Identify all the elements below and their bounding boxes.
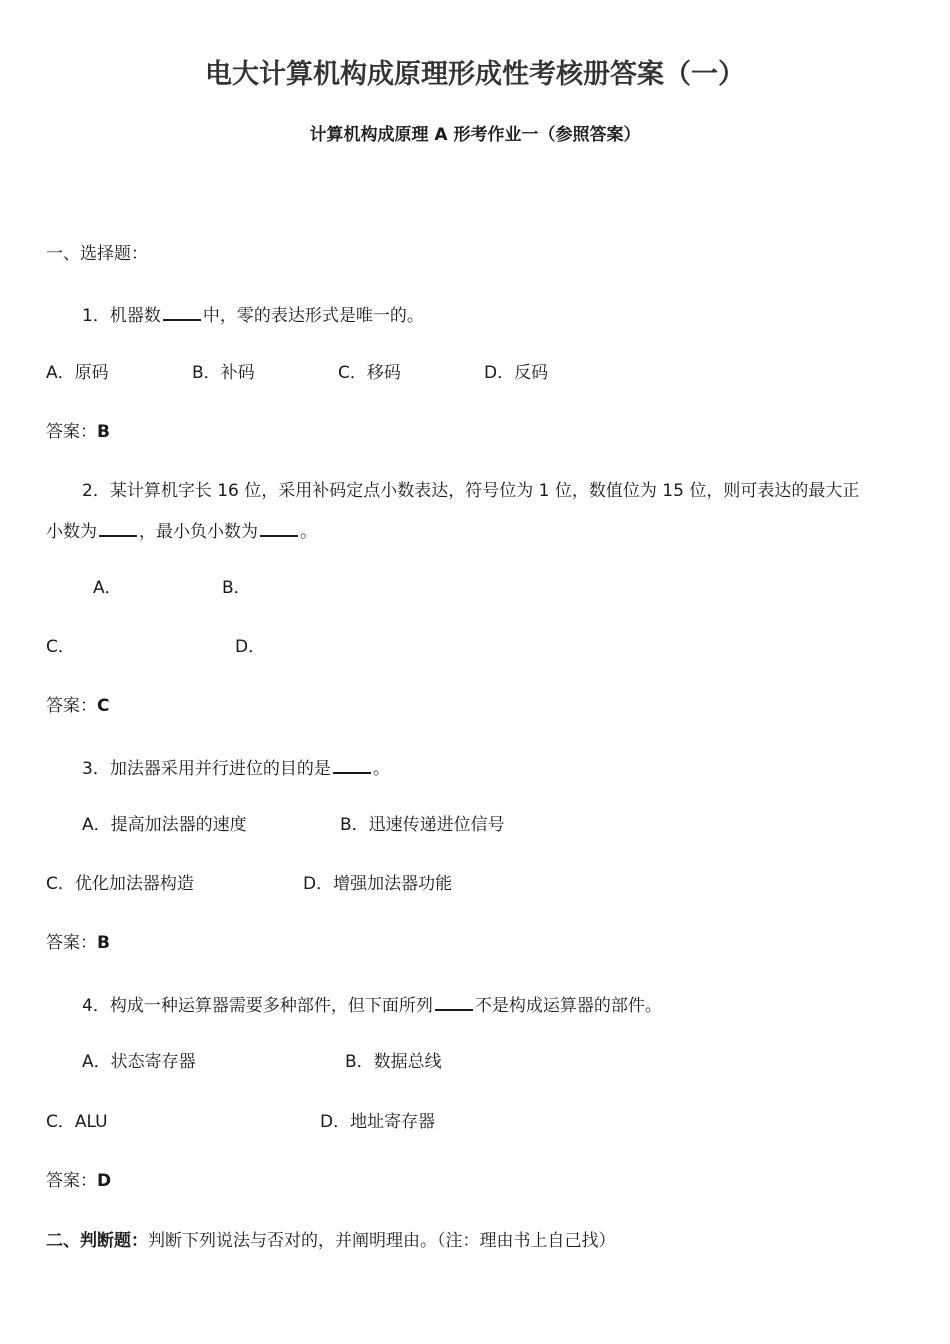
section-2: [46, 1229, 616, 1253]
answer-blank: [260, 517, 298, 537]
answer-blank: [163, 301, 201, 321]
question-3-option-b: B．迅速传递进位信号: [340, 815, 505, 835]
question-1-answer: [46, 420, 110, 444]
section-2-heading: 二、判断题：: [46, 1231, 148, 1251]
question-2-option-a: A．: [93, 578, 122, 598]
answer-label: 答案：: [46, 422, 97, 442]
question-4-stem-before: 4．构成一种运算器需要多种部件，但下面所列: [82, 996, 433, 1016]
question-4-option-c: C．ALU: [46, 1112, 108, 1132]
document-subtitle: 计算机构成原理 A 形考作业一（参照答案）: [309, 125, 641, 145]
answer-blank: [333, 754, 371, 774]
question-2-stem-line-2: [46, 517, 317, 544]
document-title: 电大计算机构成原理形成性考核册答案（一）: [205, 59, 745, 90]
question-4-option-d: D．地址寄存器: [320, 1112, 436, 1132]
question-2-stem-part-c: 。: [300, 522, 317, 542]
question-3-option-d: D．增强加法器功能: [303, 874, 453, 894]
question-2-option-c: C．: [46, 637, 75, 657]
answer-value: B: [97, 422, 110, 442]
question-3-stem: [82, 754, 390, 781]
answer-label: 答案：: [46, 696, 97, 716]
answer-blank: [435, 991, 473, 1011]
question-2-stem-line-1: 2．某计算机字长 16 位，采用补码定点小数表达，符号位为 1 位，数值位为 15 位，则可表达的最大正: [82, 481, 860, 501]
question-1-option-d: D．反码: [484, 363, 549, 383]
question-4-stem: [82, 991, 662, 1018]
question-1-stem-after: 中，零的表达形式是唯一的。: [202, 306, 424, 326]
question-1-option-c: C．移码: [338, 363, 401, 383]
question-4-option-a: A．状态寄存器: [82, 1052, 196, 1072]
question-2-answer: [46, 694, 109, 718]
section-2-instruction: 判断下列说法与否对的，并阐明理由。（注：理由书上自己找）: [148, 1231, 616, 1251]
answer-label: 答案：: [46, 933, 97, 953]
answer-value: C: [97, 696, 110, 716]
answer-blank: [99, 517, 137, 537]
section-1-heading: 一、选择题：: [46, 244, 148, 264]
question-3-option-c: C．优化加法器构造: [46, 874, 194, 894]
question-4-stem-after: 不是构成运算器的部件。: [474, 996, 662, 1016]
question-2-stem-part-a: 小数为: [46, 522, 97, 542]
answer-value: B: [97, 933, 110, 953]
question-1-stem-before: 1．机器数: [82, 306, 161, 326]
question-3-stem-after: 。: [372, 759, 390, 779]
question-1-option-b: B．补码: [192, 363, 255, 383]
question-3-option-a: A．提高加法器的速度: [82, 815, 247, 835]
question-4-option-b: B．数据总线: [345, 1052, 442, 1072]
answer-value: D: [97, 1171, 112, 1191]
question-2-option-b: B．: [222, 578, 251, 598]
answer-label: 答案：: [46, 1171, 97, 1191]
question-1-stem: [82, 301, 424, 328]
question-2-option-d: D．: [235, 637, 266, 657]
question-3-stem-before: 3．加法器采用并行进位的目的是: [82, 759, 331, 779]
question-4-answer: [46, 1169, 111, 1193]
question-3-answer: [46, 931, 110, 955]
question-2-stem-part-b: ，最小负小数为: [139, 522, 258, 542]
question-1-option-a: A．原码: [46, 363, 109, 383]
